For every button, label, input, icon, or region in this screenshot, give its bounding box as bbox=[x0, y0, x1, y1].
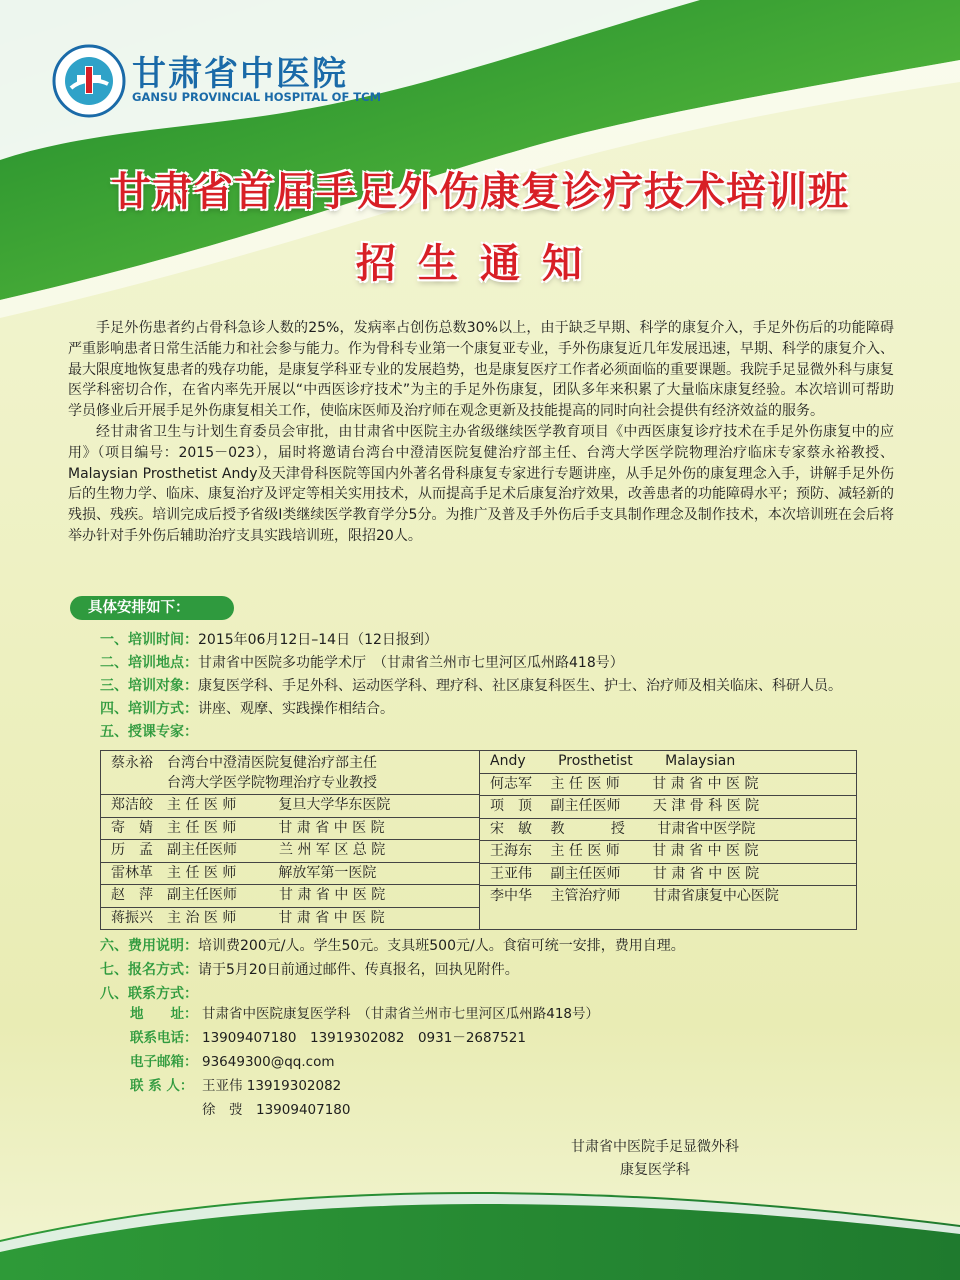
item-value: 培训费200元/人。学生50元。支具班500元/人。食宿可统一安排，费用自理。 bbox=[198, 938, 685, 954]
contact-label: 联 系 人： bbox=[130, 1078, 194, 1094]
contact-phone bbox=[130, 1028, 599, 1052]
hospital-seal-icon bbox=[52, 44, 126, 118]
expert-row: 郑洁皎 主 任 医 师 复旦大学华东医院 bbox=[101, 795, 479, 818]
item-value: 康复医学科、手足外科、运动医学科、理疗科、社区康复科医生、护士、治疗师及相关临床、科研人员。 bbox=[198, 678, 842, 694]
intro-paragraph-1: 手足外伤患者约占骨科急诊人数的25%，发病率占创伤总数30%以上，由于缺乏早期、科学的康复介入，手足外伤后的功能障碍严重影响患者日常生活能力和社会参与能力。作为骨科专业第一个康复亚专业，手外伤康复近几年发展迅速，早期、科学的康复介入、最大限度地恢复患者的残存功能，是康复学科亚专业的发展趋势，也是康复医疗工作者必须面临的重要课题。我院手足显微外科与康复医学科密切合作，在省内率先开展以“中西医诊疗技术”为主的手足外伤康复，团队多年来积累了大量临床康复经验。本次培训可帮助学员修业后开展手足外伤康复相关工作，使临床医师及治疗师在观念更新及技能提高的同时向社会提供有经济效益的服务。 bbox=[68, 320, 894, 420]
expert-row: 寄 婧 主 任 医 师 甘 肃 省 中 医 院 bbox=[101, 818, 479, 841]
intro-paragraph-2: 经甘肃省卫生与计划生育委员会审批，由甘肃省中医院主办省级继续医学教育项目《中西医康复诊疗技术在手足外伤康复中的应用》（项目编号：2015－023），届时将邀请台湾台中澄清医院复健治疗部主任、台湾大学医学院物理治疗临床专家蔡永裕教授、Malaysian Prosthetist Andy及天津骨科医院等国内外著名骨科康复专家进行专题讲座，从手足外伤的康复理念入手，讲解手足外伤后的生物力学、临床、康复治疗及评定等相关实用技术，从而提高手足术后康复治疗效果，改善患者的功能障碍水平；预防、减轻新的残损、残疾。培训完成后授予省级Ⅰ类继续医学教育学分5分。为推广及普及手外伤后手支具制作理念及制作技术，本次培训班在会后将举办针对手外伤后辅助治疗支具实践培训班，限招20人。 bbox=[68, 423, 894, 544]
contact-label: 联系电话： bbox=[130, 1030, 198, 1046]
contact-list bbox=[130, 1004, 599, 1124]
item-value: 甘肃省中医院多功能学术厅 （甘肃省兰州市七里河区瓜州路418号） bbox=[198, 655, 624, 671]
experts-column-left bbox=[101, 751, 480, 930]
hospital-name-cn: 甘肃省中医院 bbox=[132, 54, 348, 94]
item-value: 讲座、观摩、实践操作相结合。 bbox=[198, 701, 394, 717]
item-label: 四、培训方式： bbox=[100, 701, 198, 717]
expert-row: 雷林革 主 任 医 师 解放军第一医院 bbox=[101, 863, 479, 886]
contact-value: 93649300@qq.com bbox=[202, 1054, 335, 1070]
item-label: 一、培训时间： bbox=[100, 632, 198, 648]
item-value: 请于5月20日前通过邮件、传真报名，回执见附件。 bbox=[198, 962, 519, 978]
hospital-name-en: GANSU PROVINCIAL HOSPITAL OF TCM bbox=[132, 90, 382, 104]
contact-label: 地 址： bbox=[130, 1006, 198, 1022]
expert-row: 赵 萍 副主任医师 甘 肃 省 中 医 院 bbox=[101, 885, 479, 908]
contact-person bbox=[130, 1076, 599, 1100]
contact-value: 王亚伟 13919302082 bbox=[202, 1078, 342, 1094]
expert-row: 项 顶 副主任医师 天 津 骨 科 医 院 bbox=[480, 796, 856, 819]
item-label: 五、授课专家： bbox=[100, 724, 198, 740]
expert-row: 历 孟 副主任医师 兰 州 军 区 总 院 bbox=[101, 840, 479, 863]
signature-dept-1: 甘肃省中医院手足显微外科 bbox=[571, 1139, 739, 1155]
signature bbox=[530, 1136, 780, 1182]
contact-value: 徐 弢 13909407180 bbox=[202, 1102, 351, 1118]
item-label: 八、联系方式： bbox=[100, 986, 198, 1002]
schedule-item-method bbox=[100, 699, 842, 722]
registration-item bbox=[100, 960, 685, 984]
expert-row: 李中华 主管治疗师 甘肃省康复中心医院 bbox=[490, 888, 779, 904]
contact-address bbox=[130, 1004, 599, 1028]
contact-value: 13909407180 13919302082 0931－2687521 bbox=[202, 1030, 526, 1046]
expert-row: Andy Prosthetist Malaysian bbox=[480, 751, 856, 774]
signature-dept-2: 康复医学科 bbox=[620, 1162, 690, 1178]
fees-list bbox=[100, 936, 685, 1008]
expert-row: 何志军 主 任 医 师 甘 肃 省 中 医 院 bbox=[480, 774, 856, 797]
fees-item bbox=[100, 936, 685, 960]
schedule-item-time bbox=[100, 630, 842, 653]
expert-row: 宋 敏 教 授 甘肃省中医学院 bbox=[480, 819, 856, 842]
item-label: 三、培训对象： bbox=[100, 678, 198, 694]
schedule-item-location bbox=[100, 653, 842, 676]
contact-value: 甘肃省中医院康复医学科 （甘肃省兰州市七里河区瓜州路418号） bbox=[202, 1006, 600, 1022]
contact-person-2 bbox=[130, 1100, 599, 1124]
expert-row: 王亚伟 副主任医师 甘 肃 省 中 医 院 bbox=[480, 864, 856, 887]
contact-email bbox=[130, 1052, 599, 1076]
item-value: 2015年06月12日–14日（12日报到） bbox=[198, 632, 438, 648]
page-title: 甘肃省首届手足外伤康复诊疗技术培训班 bbox=[111, 169, 849, 215]
item-label: 七、报名方式： bbox=[100, 962, 198, 978]
expert-row: 蒋振兴 主 治 医 师 甘 肃 省 中 医 院 bbox=[111, 909, 385, 926]
experts-table bbox=[100, 750, 857, 930]
schedule-list bbox=[100, 630, 842, 745]
intro-text bbox=[68, 318, 894, 547]
expert-row: 王海东 主 任 医 师 甘 肃 省 中 医 院 bbox=[480, 841, 856, 864]
experts-column-right bbox=[480, 751, 857, 930]
contact-label: 电子邮箱： bbox=[130, 1054, 198, 1070]
page-subtitle: 招生通知 bbox=[356, 241, 604, 287]
schedule-item-audience bbox=[100, 676, 842, 699]
expert-row: 蔡永裕 台湾台中澄清医院复健治疗部主任 台湾大学医学院物理治疗专业教授 bbox=[101, 751, 479, 795]
item-label: 六、费用说明： bbox=[100, 938, 198, 954]
item-label: 二、培训地点： bbox=[100, 655, 198, 671]
footer-wave-background bbox=[0, 1130, 960, 1280]
schedule-item-experts bbox=[100, 722, 842, 745]
schedule-banner: 具体安排如下： bbox=[70, 596, 234, 620]
